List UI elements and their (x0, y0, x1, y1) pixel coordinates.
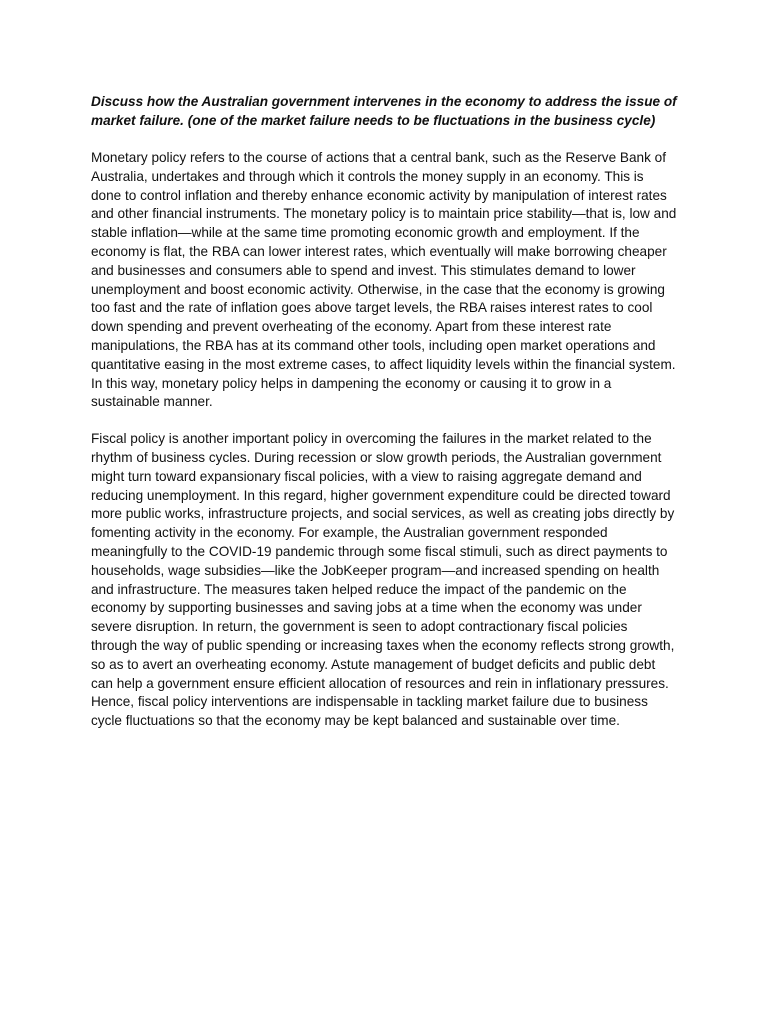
paragraph-fiscal-policy: Fiscal policy is another important policy in overcoming the failures in the market related to the rhythm of business cycles. During recession or slow growth periods, the Australian government might turn toward expansionary fiscal policies, with a view to raising aggregate demand and reducing unemployment. In this regard, higher government expenditure could be directed toward more public works, infrastructure projects, and social services, as well as creating jobs directly by fomenting activity in the economy. For example, the Australian government responded meaningfully to the COVID-19 pandemic through some fiscal stimuli, such as direct payments to households, wage subsidies—like the JobKeeper program—and increased spending on health and infrastructure. The measures taken helped reduce the impact of the pandemic on the economy by supporting businesses and saving jobs at a time when the economy was under severe disruption. In return, the government is seen to adopt contractionary fiscal policies through the way of public spending or increasing taxes when the economy reflects strong growth, so as to avert an overheating economy. Astute management of budget deficits and public debt can help a government ensure efficient allocation of resources and rein in inflationary pressures. Hence, fiscal policy interventions are indispensable in tackling market failure due to business cycle fluctuations so that the economy may be kept balanced and sustainable over time. (91, 431, 675, 729)
paragraph-monetary-policy: Monetary policy refers to the course of actions that a central bank, such as the Reserve Bank of Australia, undertakes and through which it controls the money supply in an economy. This is done to control inflation and thereby enhance economic activity by manipulation of interest rates and other financial instruments. The monetary policy is to maintain price stability—that is, low and stable inflation—while at the same time promoting economic growth and employment. If the economy is flat, the RBA can lower interest rates, which eventually will make borrowing cheaper and businesses and consumers able to spend and invest. This stimulates demand to lower unemployment and boost economic activity. Otherwise, in the case that the economy is growing too fast and the rate of inflation goes above target levels, the RBA raises interest rates to cool down spending and prevent overheating of the economy. Apart from these interest rate manipulations, the RBA has at its command other tools, including open market operations and quantitative easing in the most extreme cases, to affect liquidity levels within the financial system. In this way, monetary policy helps in dampening the economy or causing it to grow in a sustainable manner. (91, 150, 677, 410)
essay-question: Discuss how the Australian government intervenes in the economy to address the issue of market failure. (one of the market failure needs to be fluctuations in the business cycle) (91, 94, 677, 128)
document-body (91, 92, 677, 731)
